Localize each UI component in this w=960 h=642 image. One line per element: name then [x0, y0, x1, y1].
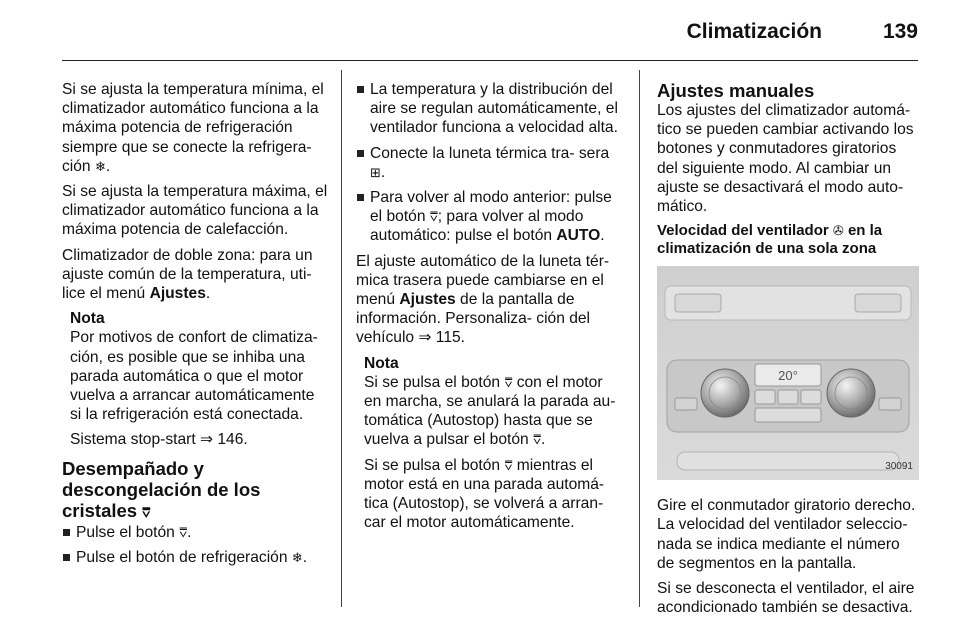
paragraph: Gire el conmutador giratorio derecho. La velocidad del ventilador seleccio- nada se indica mediante el número de segmentos en la pantalla.: [657, 497, 916, 572]
note-text: Por motivos de confort de climatiza- ción, es posible que se inhiba una parada automática o que el motor vuelva a arrancar automáticamente si la refrigeración está conectada.: [70, 329, 318, 424]
list-item: La temperatura y la distribución del aire se regulan automáticamente, el ventilador funciona a velocidad alta.: [356, 80, 622, 138]
text: Para volver al modo anterior: pulse el botón: [370, 189, 612, 226]
note-text: [364, 373, 622, 450]
text: mientras el motor está en una parada automá- tica (Autostop), se volverá a arran- car el motor automáticamente.: [364, 456, 605, 532]
panel-button: [778, 390, 798, 404]
text: .: [105, 157, 111, 175]
defrost-icon: ⩢: [504, 457, 513, 473]
menu-name: Ajustes: [149, 285, 206, 303]
text: Si se pulsa el botón: [364, 456, 501, 474]
text: El ajuste automático de la luneta tér- mica trasera puede cambiarse en el menú: [356, 252, 610, 309]
text: .: [540, 431, 546, 449]
section-heading: [62, 458, 329, 523]
text: Si se pulsa el botón: [364, 373, 501, 391]
text: Climatizador de doble zona: para un ajuste común de la temperatura, uti- lice el menú: [62, 246, 313, 303]
page-title: Climatización: [686, 20, 822, 43]
rear-window-icon: ⊞: [370, 164, 381, 180]
heading-line: cristales: [62, 499, 138, 521]
defrost-icon: ⩢: [142, 504, 151, 520]
snowflake-icon: ❄: [291, 549, 303, 565]
paragraph: [62, 80, 329, 176]
paragraph: [62, 246, 329, 304]
right-rotary-knob: [827, 369, 875, 417]
defrost-icon: ⩢: [533, 432, 541, 448]
climate-panel-figure: [657, 266, 919, 480]
bullet-list: [356, 80, 622, 246]
note-box: [356, 354, 622, 533]
header-rule: [62, 60, 918, 61]
text: Si se ajusta la temperatura mínima, el climatizador automático funciona a la máxima potencia de refrigeración siempre que se conecte la refrigera- ción: [62, 81, 324, 175]
paragraph: [356, 252, 622, 348]
panel-button: [755, 390, 775, 404]
list-item: [356, 188, 622, 246]
note-reference: Sistema stop-start ⇒ 146.: [70, 431, 248, 449]
text: Pulse el botón: [76, 523, 175, 541]
text: con el motor en marcha, se anulará la parada au- tomática (Autostop) hasta que se vuelva a pulsar el botón: [364, 373, 616, 449]
left-rotary-knob: [701, 369, 749, 417]
panel-button: [755, 408, 821, 422]
text: .: [380, 163, 386, 181]
bullet-list: [62, 523, 329, 567]
defrost-icon: ⩢: [179, 524, 188, 540]
climate-panel-drawing: [657, 266, 919, 480]
defrost-icon: ⩢: [504, 374, 513, 390]
text: .: [302, 548, 308, 566]
note-box: [62, 309, 329, 449]
page-number: 139: [882, 20, 918, 43]
panel-button: [801, 390, 821, 404]
panel-lower-bar: [677, 452, 899, 470]
text: Conecte la luneta térmica tra- sera: [370, 144, 610, 162]
display-readout: 20°: [778, 368, 798, 384]
paragraph: Si se desconecta el ventilador, el aire acondicionado también se desactiva.: [657, 580, 915, 617]
section-heading: Ajustes manuales: [657, 80, 815, 101]
fan-icon: ✇: [832, 223, 844, 239]
heading-line: descongelación de los: [62, 478, 261, 500]
text: .: [187, 523, 192, 541]
side-button: [675, 398, 697, 410]
column-divider: [341, 70, 342, 607]
paragraph: Si se ajusta la temperatura máxima, el climatizador automático funciona a la máxima potencia de calefacción.: [62, 183, 328, 239]
text: en la climatización de una sola zona: [657, 222, 883, 258]
upper-button: [855, 294, 901, 312]
column-left: [62, 80, 329, 573]
text: de la pantalla de información. Personaliza- ción del vehículo ⇒ 115.: [356, 291, 591, 347]
auto-label: AUTO: [556, 227, 601, 245]
figure-number: 30091: [885, 461, 913, 473]
note-text: [364, 456, 622, 533]
paragraph: Los ajustes del climatizador automá- tico se pueden cambiar activando los botones y conmutadores giratorios del siguiente modo. Al cambiar un ajuste se desactivará el modo auto- mático.: [657, 102, 914, 216]
heading-line: Desempañado y: [62, 457, 204, 479]
text: .: [600, 227, 605, 245]
side-button: [879, 398, 901, 410]
note-title: Nota: [364, 354, 399, 372]
text: .: [205, 285, 211, 303]
page-header: [62, 0, 918, 50]
column-middle: [356, 80, 622, 538]
column-divider: [639, 70, 640, 607]
menu-name: Ajustes: [399, 291, 456, 309]
note-title: Nota: [70, 310, 105, 328]
defrost-icon: ⩢: [429, 209, 438, 225]
column-right: [657, 80, 919, 623]
text: ; para volver al modo automático: pulse el botón: [370, 208, 584, 245]
subsection-heading: [657, 222, 919, 258]
text: Velocidad del ventilador: [657, 222, 829, 240]
list-item: [356, 144, 622, 182]
list-item: [62, 548, 329, 567]
text: Pulse el botón de refrigeración: [76, 548, 288, 566]
upper-button: [675, 294, 721, 312]
snowflake-icon: ❄: [94, 158, 106, 174]
list-item: [62, 523, 329, 542]
